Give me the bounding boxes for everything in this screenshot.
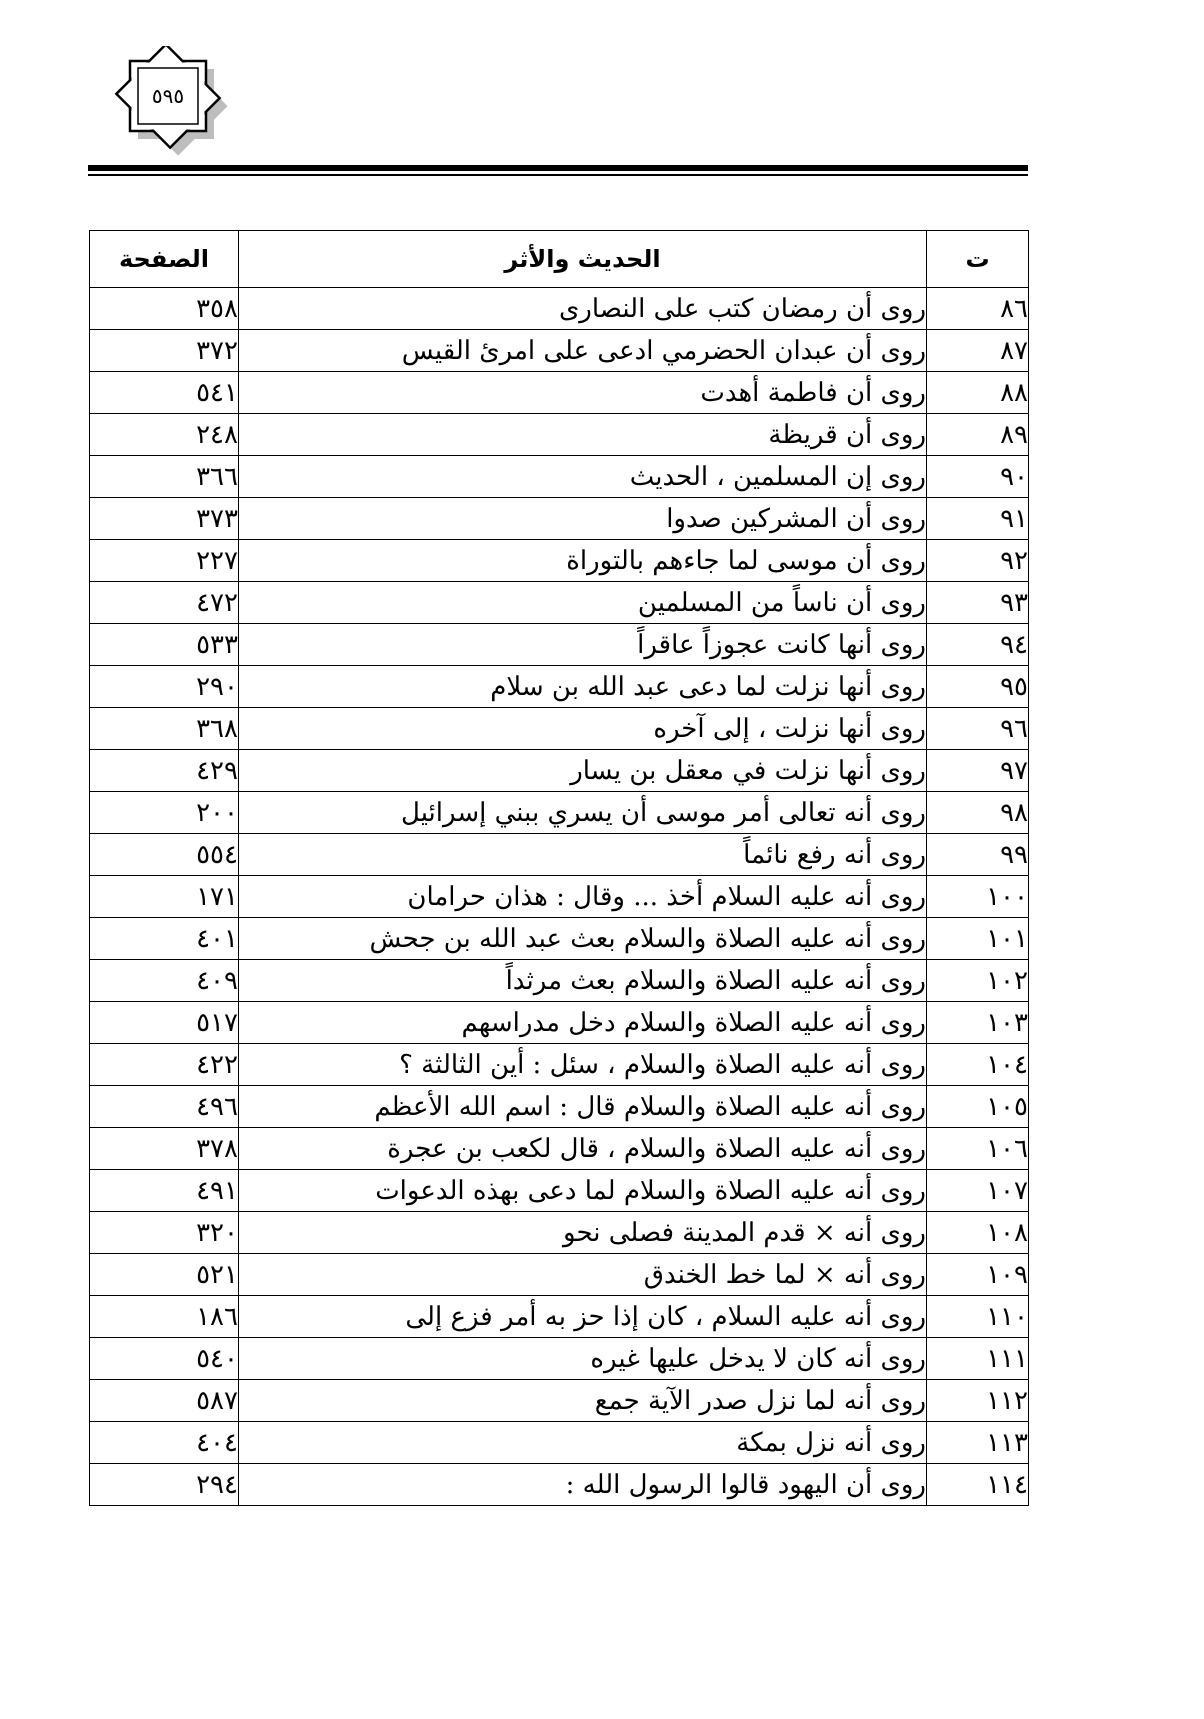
hadith-text: روى أن عبدان الحضرمي ادعى على امرئ القيس xyxy=(239,330,927,372)
page-ref: ٥٢١ xyxy=(90,1254,239,1296)
hadith-text: روى أن موسى لما جاءهم بالتوراة xyxy=(239,540,927,582)
page-ref: ٣٧٣ xyxy=(90,498,239,540)
row-number: ٨٧ xyxy=(927,330,1029,372)
hadith-text: روى أن المشركين صدوا xyxy=(239,498,927,540)
table-row xyxy=(90,498,1029,540)
header-rule-thin xyxy=(88,174,1028,176)
page-ref: ٤٢٩ xyxy=(90,750,239,792)
row-number: ١١١ xyxy=(927,1338,1029,1380)
table-row xyxy=(90,666,1029,708)
table-row xyxy=(90,330,1029,372)
page-ref: ٥٥٤ xyxy=(90,834,239,876)
row-number: ٩٥ xyxy=(927,666,1029,708)
page-ref: ٤٩٦ xyxy=(90,1086,239,1128)
page-ref: ٢٠٠ xyxy=(90,792,239,834)
table-row xyxy=(90,750,1029,792)
table-row xyxy=(90,1086,1029,1128)
table-row xyxy=(90,960,1029,1002)
row-number: ١٠٦ xyxy=(927,1128,1029,1170)
row-number: ٨٩ xyxy=(927,414,1029,456)
hadith-text: روى أنه عليه الصلاة والسلام بعث عبد الله بن جحش xyxy=(239,918,927,960)
row-number: ١١٢ xyxy=(927,1380,1029,1422)
hadith-text: روى أنها نزلت لما دعى عبد الله بن سلام xyxy=(239,666,927,708)
table-row xyxy=(90,456,1029,498)
header-page: الصفحة xyxy=(90,231,239,288)
page-ref: ٢٤٨ xyxy=(90,414,239,456)
hadith-text: روى أنه عليه الصلاة والسلام بعث مرثداً xyxy=(239,960,927,1002)
table-row xyxy=(90,834,1029,876)
page-ref: ٥٨٧ xyxy=(90,1380,239,1422)
table-body xyxy=(90,288,1029,1506)
table-row xyxy=(90,792,1029,834)
table-row xyxy=(90,1464,1029,1506)
hadith-index-table xyxy=(89,230,1029,1506)
page-ref: ٥٤٠ xyxy=(90,1338,239,1380)
hadith-text: روى أن رمضان كتب على النصارى xyxy=(239,288,927,330)
row-number: ١٠٨ xyxy=(927,1212,1029,1254)
hadith-text: روى أنه رفع نائماً xyxy=(239,834,927,876)
page-ref: ٥٤١ xyxy=(90,372,239,414)
table-row xyxy=(90,414,1029,456)
header-rule-thick xyxy=(88,165,1028,171)
row-number: ٩٤ xyxy=(927,624,1029,666)
row-number: ١٠٣ xyxy=(927,1002,1029,1044)
page-number-badge xyxy=(108,46,238,156)
header-hadith: الحديث والأثر xyxy=(239,231,927,288)
row-number: ٩١ xyxy=(927,498,1029,540)
page-ref: ٤٠٤ xyxy=(90,1422,239,1464)
page-ref: ٣٦٦ xyxy=(90,456,239,498)
hadith-text: روى أنه نزل بمكة xyxy=(239,1422,927,1464)
hadith-text: روى أن اليهود قالوا الرسول الله : xyxy=(239,1464,927,1506)
hadith-text: روى أنها كانت عجوزاً عاقراً xyxy=(239,624,927,666)
hadith-text: روى أنه عليه الصلاة والسلام ، سئل : أين الثالثة ؟ xyxy=(239,1044,927,1086)
page-number: ٥٩٥ xyxy=(151,84,185,108)
table-header-row xyxy=(90,231,1029,288)
table-row xyxy=(90,1296,1029,1338)
hadith-text: روى أنه عليه الصلاة والسلام لما دعى بهذه الدعوات xyxy=(239,1170,927,1212)
row-number: ٩٨ xyxy=(927,792,1029,834)
hadith-text: روى إن المسلمين ، الحديث xyxy=(239,456,927,498)
row-number: ٨٨ xyxy=(927,372,1029,414)
page-ref: ٤٠٩ xyxy=(90,960,239,1002)
hadith-text: روى أنه تعالى أمر موسى أن يسري ببني إسرائيل xyxy=(239,792,927,834)
table-row xyxy=(90,372,1029,414)
hadith-text: روى أن ناساً من المسلمين xyxy=(239,582,927,624)
table-row xyxy=(90,1422,1029,1464)
table-row xyxy=(90,1002,1029,1044)
hadith-text: روى أنه × لما خط الخندق xyxy=(239,1254,927,1296)
table-row xyxy=(90,582,1029,624)
hadith-text: روى أنه عليه الصلاة والسلام دخل مدراسهم xyxy=(239,1002,927,1044)
row-number: ١٠٠ xyxy=(927,876,1029,918)
hadith-text: روى أنها نزلت في معقل بن يسار xyxy=(239,750,927,792)
page-ref: ١٨٦ xyxy=(90,1296,239,1338)
page-ref: ٤٠١ xyxy=(90,918,239,960)
table-row xyxy=(90,1254,1029,1296)
page-ref: ٢٢٧ xyxy=(90,540,239,582)
hadith-text: روى أنه لما نزل صدر الآية جمع xyxy=(239,1380,927,1422)
page-ref: ٣٧٨ xyxy=(90,1128,239,1170)
row-number: ٩٣ xyxy=(927,582,1029,624)
table-row xyxy=(90,708,1029,750)
page-ref: ٣٥٨ xyxy=(90,288,239,330)
hadith-text: روى أنه عليه الصلاة والسلام قال : اسم الله الأعظم xyxy=(239,1086,927,1128)
page-ref: ٤٧٢ xyxy=(90,582,239,624)
page-ref: ٢٩٤ xyxy=(90,1464,239,1506)
header-number: ت xyxy=(927,231,1029,288)
row-number: ١٠٢ xyxy=(927,960,1029,1002)
table-row xyxy=(90,1380,1029,1422)
row-number: ١٠٥ xyxy=(927,1086,1029,1128)
hadith-text: روى أنه عليه الصلاة والسلام ، قال لكعب بن عجرة xyxy=(239,1128,927,1170)
hadith-text: روى أنه عليه السلام ، كان إذا حز به أمر فزع إلى xyxy=(239,1296,927,1338)
page-ref: ٥١٧ xyxy=(90,1002,239,1044)
row-number: ١٠١ xyxy=(927,918,1029,960)
table-row xyxy=(90,288,1029,330)
table-row xyxy=(90,624,1029,666)
table-row xyxy=(90,1212,1029,1254)
table-row xyxy=(90,1338,1029,1380)
page-ref: ١٧١ xyxy=(90,876,239,918)
row-number: ١١٠ xyxy=(927,1296,1029,1338)
page-ref: ٣٧٢ xyxy=(90,330,239,372)
hadith-text: روى أنه عليه السلام أخذ ... وقال : هذان حرامان xyxy=(239,876,927,918)
page-ref: ٣٦٨ xyxy=(90,708,239,750)
row-number: ٩٢ xyxy=(927,540,1029,582)
row-number: ١٠٩ xyxy=(927,1254,1029,1296)
table-row xyxy=(90,918,1029,960)
row-number: ١٠٤ xyxy=(927,1044,1029,1086)
row-number: ٩٦ xyxy=(927,708,1029,750)
row-number: ٩٧ xyxy=(927,750,1029,792)
table-row xyxy=(90,540,1029,582)
page-ref: ٣٢٠ xyxy=(90,1212,239,1254)
table-row xyxy=(90,1170,1029,1212)
row-number: ٨٦ xyxy=(927,288,1029,330)
row-number: ٩٠ xyxy=(927,456,1029,498)
hadith-text: روى أنها نزلت ، إلى آخره xyxy=(239,708,927,750)
hadith-text: روى أن فاطمة أهدت xyxy=(239,372,927,414)
table-row xyxy=(90,1128,1029,1170)
table-row xyxy=(90,1044,1029,1086)
hadith-text: روى أنه كان لا يدخل عليها غيره xyxy=(239,1338,927,1380)
hadith-text: روى أن قريظة xyxy=(239,414,927,456)
page-ref: ٤٢٢ xyxy=(90,1044,239,1086)
row-number: ١١٣ xyxy=(927,1422,1029,1464)
page-ref: ٥٣٣ xyxy=(90,624,239,666)
row-number: ١٠٧ xyxy=(927,1170,1029,1212)
row-number: ٩٩ xyxy=(927,834,1029,876)
row-number: ١١٤ xyxy=(927,1464,1029,1506)
table-row xyxy=(90,876,1029,918)
hadith-text: روى أنه × قدم المدينة فصلى نحو xyxy=(239,1212,927,1254)
page-ref: ٢٩٠ xyxy=(90,666,239,708)
page-ref: ٤٩١ xyxy=(90,1170,239,1212)
